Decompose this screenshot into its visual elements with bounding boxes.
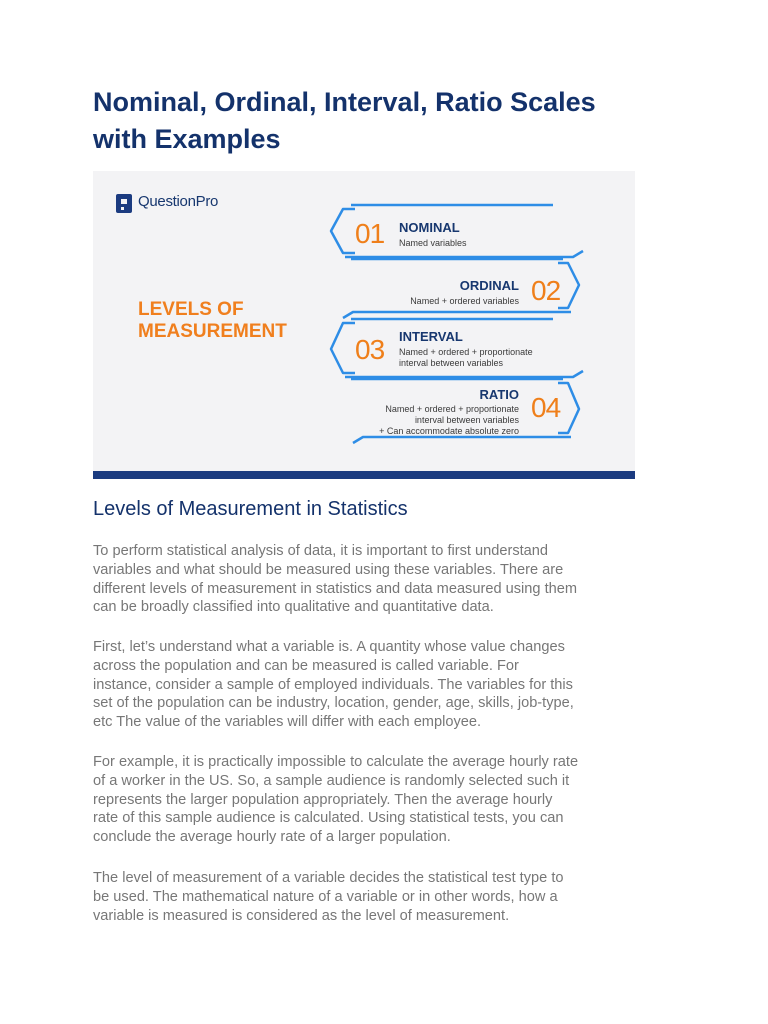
levels-heading-line-2: MEASUREMENT bbox=[138, 321, 287, 342]
paragraph-2-line: across the population and can be measured is called variable. For bbox=[93, 657, 519, 674]
paragraph-1-line: To perform statistical analysis of data, it is important to first understand bbox=[93, 543, 549, 559]
paragraph-1-line: can be broadly classified into qualitative and quantitative data. bbox=[93, 599, 494, 616]
paragraph-1 bbox=[93, 542, 675, 617]
brand-name: QuestionPro bbox=[138, 193, 219, 210]
paragraph-4-line: be used. The mathematical nature of a variable or in other words, how a bbox=[93, 888, 558, 905]
paragraph-2-line: etc The value of the variables will differ with each employee. bbox=[93, 714, 482, 731]
level-name-ordinal: ORDINAL bbox=[459, 278, 519, 293]
paragraph-2 bbox=[93, 638, 675, 732]
paragraph-1-line: different levels of measurement in statistics and data measured using them bbox=[93, 580, 578, 597]
section-heading: Levels of Measurement in Statistics bbox=[93, 498, 408, 520]
paragraph-2-line: First, let’s understand what a variable is. A quantity whose value changes bbox=[93, 639, 565, 655]
paragraph-3-line: conclude the average hourly rate of a larger population. bbox=[93, 829, 451, 846]
page-title-line-2: with Examples bbox=[93, 124, 281, 154]
level-desc-interval-line-1: Named + ordered + proportionate bbox=[399, 347, 533, 357]
paragraph-3-line: represents the larger population appropriately. Then the average hourly bbox=[93, 791, 553, 808]
level-name-interval: INTERVAL bbox=[399, 329, 463, 344]
level-number-01: 01 bbox=[355, 218, 385, 249]
level-desc-ratio-line-3: + Can accommodate absolute zero bbox=[379, 426, 519, 436]
level-desc-interval-line-2: interval between variables bbox=[399, 358, 504, 368]
page-title bbox=[93, 84, 713, 158]
paragraph-4-line: The level of measurement of a variable decides the statistical test type to bbox=[93, 870, 564, 886]
level-number-03: 03 bbox=[355, 334, 385, 365]
paragraph-4 bbox=[93, 869, 675, 925]
questionpro-logo-icon bbox=[116, 194, 132, 213]
page-title-line-1: Nominal, Ordinal, Interval, Ratio Scales bbox=[93, 87, 596, 117]
level-name-nominal: NOMINAL bbox=[399, 220, 460, 235]
level-name-ratio: RATIO bbox=[479, 387, 519, 402]
paragraph-4-line: variable is measured is considered as the level of measurement. bbox=[93, 907, 510, 924]
level-desc-ratio-line-2: interval between variables bbox=[414, 415, 519, 425]
levels-heading-line-1: LEVELS OF bbox=[138, 299, 244, 320]
paragraph-3-line: of a worker in the US. So, a sample audience is randomly selected such it bbox=[93, 772, 570, 789]
paragraph-3-line: For example, it is practically impossible to calculate the average hourly rate bbox=[93, 754, 579, 770]
paragraph-3-line: rate of this sample audience is calculated. Using statistical tests, you can bbox=[93, 810, 564, 827]
paragraph-1-line: variables and what should be measured using these variables. There are bbox=[93, 561, 564, 578]
infographic-footer-bar bbox=[93, 471, 635, 479]
levels-of-measurement-heading bbox=[138, 299, 338, 343]
level-desc-nominal: Named variables bbox=[399, 238, 467, 248]
level-desc-ratio-line-1: Named + ordered + proportionate bbox=[385, 404, 519, 414]
level-number-02: 02 bbox=[531, 275, 561, 306]
paragraph-3 bbox=[93, 753, 675, 847]
level-number-04: 04 bbox=[531, 392, 561, 423]
level-desc-ordinal: Named + ordered variables bbox=[410, 296, 519, 306]
paragraph-2-line: set of the population can be industry, location, gender, age, skills, job-type, bbox=[93, 695, 574, 712]
levels-of-measurement-infographic bbox=[93, 171, 635, 479]
paragraph-2-line: instance, consider a sample of employed individuals. The variables for this bbox=[93, 676, 573, 693]
